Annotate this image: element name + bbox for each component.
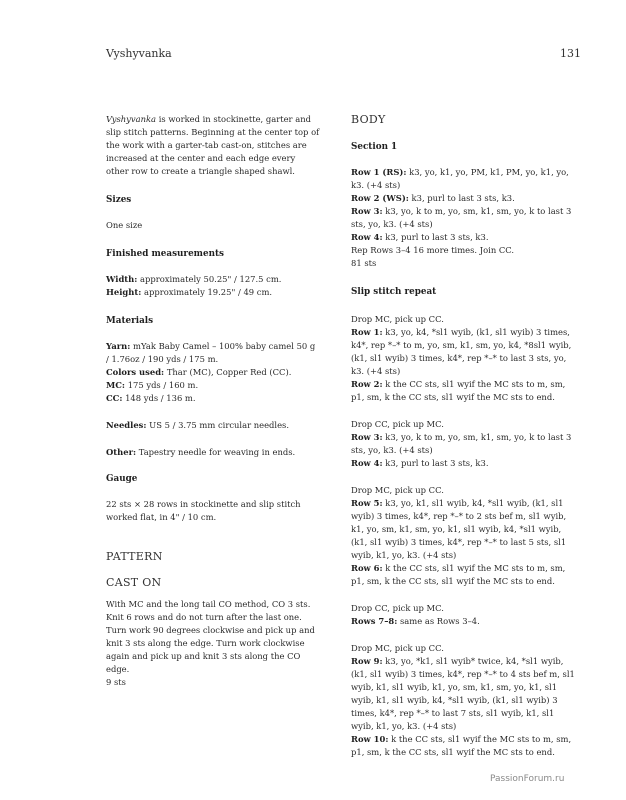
s1-repeat: Rep Rows 3–4 16 more times. Join CC.: [351, 245, 515, 255]
height-line: [106, 286, 320, 299]
s1-row-3-text: k3, yo, k to m, yo, sm, k1, sm, yo, k to last 3 sts, yo, k3. (+4 sts): [351, 206, 572, 229]
row-3-text: k3, yo, k to m, yo, sm, k1, sm, yo, k to last 3 sts, yo, k3. (+4 sts): [351, 432, 572, 455]
cc-text: 148 yds / 136 m.: [122, 393, 196, 403]
row-10-text: k the CC sts, sl1 wyif the MC sts to m, sm, p1, sm, k the CC sts, sl1 wyif the MC sts to end.: [351, 734, 572, 757]
row-10: [351, 733, 579, 759]
row-4-text: k3, purl to last 3 sts, k3.: [382, 458, 489, 468]
height-label: Height:: [106, 287, 142, 297]
width-label: Width:: [106, 274, 138, 284]
s1-row-1-text: k3, yo, k1, yo, PM, k1, PM, yo, k1, yo, k3. (+4 sts): [351, 167, 569, 190]
intro-text: is worked in stockinette, garter and slip stitch patterns. Beginning at the center top of the work with a garter-tab cast-on, stitches are increased at the center and each edge every other row to create a triangle shaped shawl.: [106, 114, 320, 176]
block-2-intro: Drop CC, pick up MC.: [351, 419, 444, 429]
materials-heading: Materials: [106, 316, 154, 326]
colors-text: Thar (MC), Copper Red (CC).: [164, 367, 292, 377]
width-text: approximately 50.25" / 127.5 cm.: [137, 274, 282, 284]
other-line: [106, 446, 320, 459]
row-4-label: Row 4:: [351, 458, 383, 468]
row-3-label: Row 3:: [351, 432, 383, 442]
block-4-intro: Drop CC, pick up MC.: [351, 603, 444, 613]
intro-title: Vyshyvanka: [106, 114, 157, 124]
intro-paragraph: [106, 113, 320, 178]
body-heading: BODY: [351, 113, 386, 126]
measurements-heading: Finished measurements: [106, 249, 224, 259]
section1-rows: [351, 166, 579, 270]
right-column: [351, 113, 579, 759]
sizes-text: One size: [106, 220, 143, 230]
height-text: approximately 19.25" / 49 cm.: [141, 287, 273, 297]
row-1: [351, 326, 579, 378]
needles-text: US 5 / 3.75 mm circular needles.: [146, 420, 290, 430]
other-label: Other:: [106, 447, 137, 457]
block-1: [351, 313, 579, 404]
s1-row-2-label: Row 2 (WS):: [351, 193, 409, 203]
row-1-text: k3, yo, k4, *sl1 wyib, (k1, sl1 wyib) 3 times, k4*, rep *–* to m, yo, sm, k1, sm, yo, k4, *8sl1 wyib, (k1, sl1 wyib) 3 times, k4*, rep *–* to last 3 sts, yo, k3. (+4 sts): [351, 327, 572, 376]
row-4: [351, 457, 579, 470]
row-6-label: Row 6:: [351, 563, 383, 573]
other-text: Tapestry needle for weaving in ends.: [136, 447, 296, 457]
row-2: [351, 378, 579, 404]
page-number: 131: [560, 47, 581, 60]
gauge-text: 22 sts × 28 rows in stockinette and slip stitch worked flat, in 4" / 10 cm.: [106, 499, 301, 522]
block-5: [351, 642, 579, 759]
colors-label: Colors used:: [106, 367, 165, 377]
cc-line: [106, 392, 320, 405]
s1-row-4-label: Row 4:: [351, 232, 383, 242]
colors-line: [106, 366, 320, 379]
caston-count: 9 sts: [106, 677, 126, 687]
block-5-intro: Drop MC, pick up CC.: [351, 643, 444, 653]
watermark: PassionForum.ru: [490, 774, 565, 784]
mc-label: MC:: [106, 380, 126, 390]
s1-count: 81 sts: [351, 258, 377, 268]
mc-line: [106, 379, 320, 392]
row-1-label: Row 1:: [351, 327, 383, 337]
sizes-heading: Sizes: [106, 195, 132, 205]
row-3: [351, 431, 579, 457]
needles-label: Needles:: [106, 420, 147, 430]
block-1-intro: Drop MC, pick up CC.: [351, 314, 444, 324]
block-3-intro: Drop MC, pick up CC.: [351, 485, 444, 495]
width-line: [106, 273, 320, 286]
mc-text: 175 yds / 160 m.: [125, 380, 199, 390]
rows-7-8: [351, 615, 579, 628]
caston-heading: CAST ON: [106, 576, 162, 589]
row-5-label: Row 5:: [351, 498, 383, 508]
caston-text: With MC and the long tail CO method, CO 3 sts. Knit 6 rows and do not turn after the last one. Turn work 90 degrees clockwise and pick up and knit 3 sts along the edge. Turn work clockwise again and pick up and knit 3 sts along the CO edge.: [106, 599, 315, 674]
yarn-label: Yarn:: [106, 341, 131, 351]
s1-row-3: [351, 205, 579, 231]
block-2: [351, 418, 579, 470]
slip-heading: Slip stitch repeat: [351, 287, 437, 297]
yarn-text: mYak Baby Camel – 100% baby camel 50 g / 1.76oz / 190 yds / 175 m.: [106, 341, 316, 364]
row-2-label: Row 2:: [351, 379, 383, 389]
s1-row-2-text: k3, purl to last 3 sts, k3.: [408, 193, 515, 203]
row-9: [351, 655, 579, 733]
running-title: Vyshyvanka: [106, 47, 172, 60]
s1-row-4-text: k3, purl to last 3 sts, k3.: [382, 232, 489, 242]
row-6-text: k the CC sts, sl1 wyif the MC sts to m, sm, p1, sm, k the CC sts, sl1 wyif the MC sts to end.: [351, 563, 566, 586]
s1-row-1-label: Row 1 (RS):: [351, 167, 407, 177]
row-6: [351, 562, 579, 588]
s1-row-1: [351, 166, 579, 192]
block-4: [351, 602, 579, 628]
rows-7-8-label: Rows 7–8:: [351, 616, 398, 626]
row-5: [351, 497, 579, 562]
row-5-text: k3, yo, k1, sl1 wyib, k4, *sl1 wyib, (k1, sl1 wyib) 3 times, k4*, rep *–* to 2 sts bef m, sl1 wyib, k1, yo, sm, k1, sm, yo, k1, sl1 wyib, k4, *sl1 wyib, (k1, sl1 wyib) 3 times, k4*, rep *–* to last 5 sts, sl1 wyib, k1, yo, k3. (+4 sts): [351, 498, 567, 560]
block-3: [351, 484, 579, 588]
s1-row-4: [351, 231, 579, 244]
row-10-label: Row 10:: [351, 734, 389, 744]
gauge-heading: Gauge: [106, 474, 138, 484]
needles-line: [106, 419, 320, 432]
pattern-heading: PATTERN: [106, 550, 163, 563]
s1-row-3-label: Row 3:: [351, 206, 383, 216]
cc-label: CC:: [106, 393, 123, 403]
left-column: [106, 113, 320, 689]
row-2-text: k the CC sts, sl1 wyif the MC sts to m, sm, p1, sm, k the CC sts, sl1 wyif the MC sts to end.: [351, 379, 566, 402]
row-9-label: Row 9:: [351, 656, 383, 666]
rows-7-8-text: same as Rows 3–4.: [397, 616, 480, 626]
s1-row-2: [351, 192, 579, 205]
row-9-text: k3, yo, *k1, sl1 wyib* twice, k4, *sl1 wyib, (k1, sl1 wyib) 3 times, k4*, rep *–* to 4 sts bef m, sl1 wyib, k1, sl1 wyib, k1, yo, sm, k1, sm, yo, k1, sl1 wyib, k1, sl1 wyib, k4, *sl1 wyib, (k1, sl1 wyib) 3 times, k4*, rep *–* to last 7 sts, sl1 wyib, k1, sl1 wyib, k1, yo, k3. (+4 sts): [351, 656, 575, 731]
section1-heading: Section 1: [351, 142, 398, 152]
yarn-line: [106, 340, 320, 366]
